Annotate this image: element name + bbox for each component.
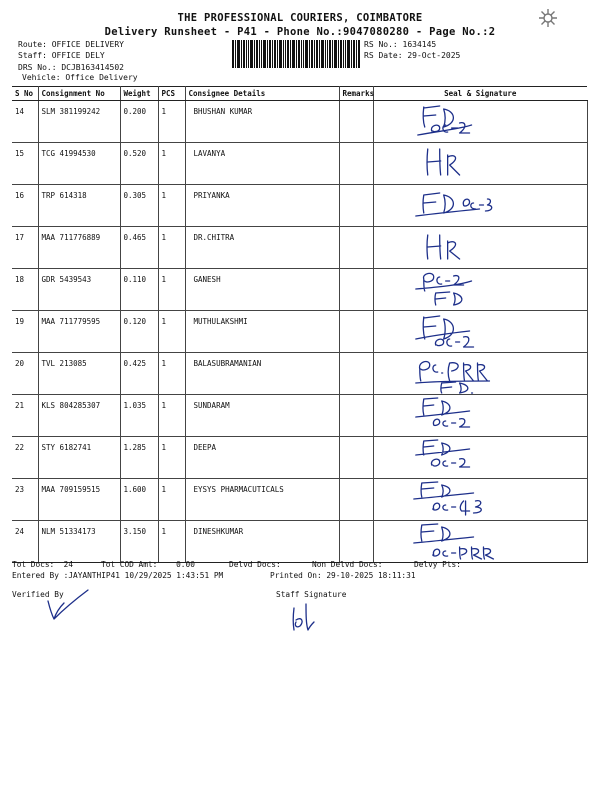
drs-number: DRS No.: DCJB163414502 [18,63,124,72]
handwritten-seal-mark [374,143,587,184]
remarks-cell [339,521,373,563]
weight-cell: 0.425 [120,353,158,395]
column-header-consignment: Consignment No [38,87,120,101]
pcs-cell: 1 [158,521,185,563]
table-row [12,143,587,185]
weight-cell: 3.150 [120,521,158,563]
remarks-cell [339,101,373,143]
column-header-pcs: PCS [158,87,185,101]
verified-by-label: Verified By [12,590,64,599]
consignee-cell: PRIYANKA [185,185,339,227]
delivered-docs: Delvd Docs: [229,560,281,569]
table-row [12,269,587,311]
verified-by-signature [30,585,100,625]
seal-signature-cell [373,311,587,353]
pcs-cell: 1 [158,311,185,353]
weight-cell: 1.600 [120,479,158,521]
consignee-cell: BHUSHAN KUMAR [185,101,339,143]
entered-by: Entered By :JAYANTHIP41 10/29/2025 1:43:51 PM [12,571,224,580]
consignee-cell: BALASUBRAMANIAN [185,353,339,395]
remarks-cell [339,227,373,269]
weight-cell: 1.035 [120,395,158,437]
remarks-cell [339,311,373,353]
weight-cell: 0.120 [120,311,158,353]
table-row [12,521,587,563]
table-row [12,395,587,437]
company-title: THE PROFESSIONAL COURIERS, COIMBATORE [177,12,423,24]
column-header-remarks: Remarks [339,87,373,101]
sno-cell: 20 [12,353,38,395]
total-docs: Tot Docs: 24 [12,560,74,569]
column-header-consignee: Consignee Details [185,87,339,101]
remarks-cell [339,185,373,227]
pcs-cell: 1 [158,437,185,479]
sno-cell: 15 [12,143,38,185]
column-header-weight: Weight [120,87,158,101]
handwritten-seal-mark [374,395,587,436]
sno-cell: 23 [12,479,38,521]
table-row [12,353,587,395]
rs-date: RS Date: 29-Oct-2025 [364,51,461,60]
weight-cell: 1.285 [120,437,158,479]
handwritten-seal-mark [374,437,587,478]
pcs-cell: 1 [158,101,185,143]
handwritten-seal-mark [374,353,587,394]
consignment-cell: MAA 711776889 [38,227,120,269]
weight-cell: 0.200 [120,101,158,143]
seal-signature-cell [373,101,587,143]
consignee-cell: DR.CHITRA [185,227,339,269]
sno-cell: 19 [12,311,38,353]
remarks-cell [339,269,373,311]
pcs-cell: 1 [158,185,185,227]
staff-signature-label: Staff Signature [276,590,347,599]
seal-signature-cell [373,479,587,521]
sno-cell: 24 [12,521,38,563]
sno-cell: 22 [12,437,38,479]
consignment-cell: TCG 41994530 [38,143,120,185]
table-header-row [12,87,587,101]
pcs-cell: 1 [158,395,185,437]
sno-cell: 14 [12,101,38,143]
consignee-cell: SUNDARAM [185,395,339,437]
handwritten-seal-mark [374,227,587,268]
sno-cell: 16 [12,185,38,227]
handwritten-seal-mark [374,101,587,142]
remarks-cell [339,437,373,479]
consignee-cell: DEEPA [185,437,339,479]
vehicle-label: Vehicle: Office Delivery [22,73,138,82]
pcs-cell: 1 [158,269,185,311]
rs-number: RS No.: 1634145 [364,40,437,49]
sno-cell: 21 [12,395,38,437]
consignee-cell: GANESH [185,269,339,311]
consignee-cell: DINESHKUMAR [185,521,339,563]
remarks-cell [339,353,373,395]
weight-cell: 0.465 [120,227,158,269]
seal-signature-cell [373,185,587,227]
staff-signature [284,598,344,634]
handwritten-seal-mark [374,521,587,562]
pcs-cell: 1 [158,479,185,521]
non-delivered-docs: Non Delvd Docs: [312,560,383,569]
column-header-seal-signature: Seal & Signature [373,87,587,101]
consignment-cell: MAA 709159515 [38,479,120,521]
table-row [12,227,587,269]
pcs-cell: 1 [158,143,185,185]
consignee-cell: LAVANYA [185,143,339,185]
consignment-cell: KLS 804285307 [38,395,120,437]
runsheet-subtitle: Delivery Runsheet - P41 - Phone No.:9047080280 - Page No.:2 [104,26,496,38]
consignee-cell: EYSYS PHARMACUTICALS [185,479,339,521]
sno-cell: 18 [12,269,38,311]
pcs-cell: 1 [158,227,185,269]
delivery-points: Delvy Pts: [414,560,461,569]
seal-signature-cell [373,521,587,563]
table-row [12,101,587,143]
weight-cell: 0.305 [120,185,158,227]
consignment-cell: TVL 213085 [38,353,120,395]
weight-cell: 0.110 [120,269,158,311]
table-row [12,437,587,479]
handwritten-seal-mark [374,479,587,520]
table-row [12,311,587,353]
handwritten-seal-mark [374,269,587,310]
consignment-cell: NLM 51334173 [38,521,120,563]
remarks-cell [339,143,373,185]
pcs-cell: 1 [158,353,185,395]
consignee-cell: MUTHULAKSHMI [185,311,339,353]
table-row [12,479,587,521]
printed-on: Printed On: 29-10-2025 18:11:31 [270,571,416,580]
seal-signature-cell [373,353,587,395]
consignment-cell: MAA 711779595 [38,311,120,353]
handwritten-seal-mark [374,311,587,352]
consignment-cell: GDR 5439543 [38,269,120,311]
consignment-cell: STY 6182741 [38,437,120,479]
remarks-cell [339,395,373,437]
consignment-cell: TRP 614318 [38,185,120,227]
seal-signature-cell [373,395,587,437]
staff-label: Staff: OFFICE DELY [18,51,105,60]
seal-signature-cell [373,269,587,311]
column-header-sno: S No [12,87,38,101]
weight-cell: 0.520 [120,143,158,185]
sno-cell: 17 [12,227,38,269]
seal-signature-cell [373,437,587,479]
logo-icon [536,6,560,30]
consignment-cell: SLM 381199242 [38,101,120,143]
remarks-cell [339,479,373,521]
route-label: Route: OFFICE DELIVERY [18,40,124,49]
seal-signature-cell [373,227,587,269]
handwritten-seal-mark [374,185,587,226]
runsheet-table [12,86,588,563]
barcode [232,40,360,68]
table-row [12,185,587,227]
total-cod-amount: Tot COD Amt: 0.00 [101,560,195,569]
seal-signature-cell [373,143,587,185]
